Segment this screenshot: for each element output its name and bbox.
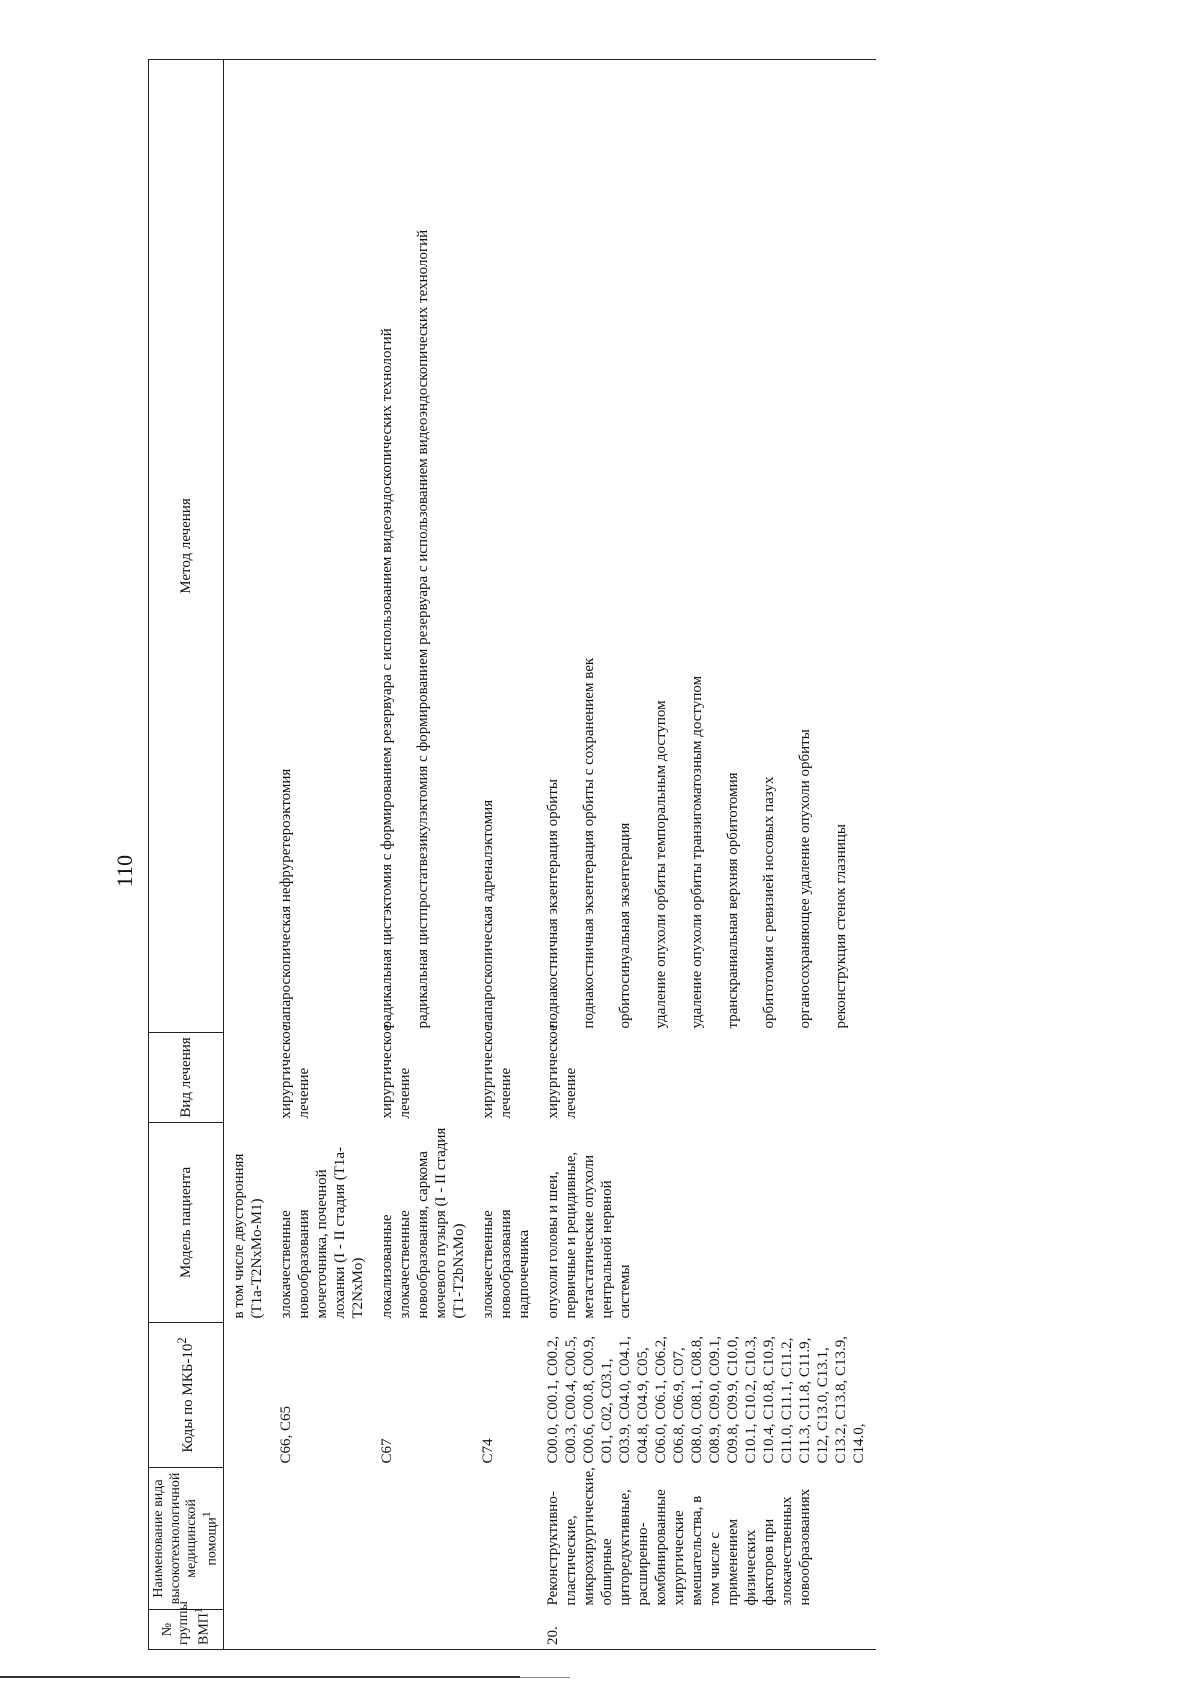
cell-treatment-methods — [476, 60, 541, 1033]
header-icd-codes: Коды по МКБ-$10^2$ — [149, 1323, 224, 1468]
method-item: радикальная цистпростатвезикулэктомия с формированием резервуара с использованием видеоэндоскопических технологий — [415, 229, 431, 1029]
cell-patient-model: опухоли головы и шеи, первичные и рецидивные, метастатические опухоли центральной нервной системы — [545, 1151, 633, 1319]
table-row — [541, 60, 876, 1650]
cell-treatment-methods — [375, 60, 476, 1033]
table-row — [224, 60, 275, 1650]
cell-patient-model: в том числе двусторонняя (T1a-T2NxMo-M1) — [231, 1153, 265, 1319]
cell-vmp-name — [375, 1468, 476, 1610]
cell-patient-model: локализованные злокачественные новообразования, саркома мочевого пузыря (I - II стадия (T1-T2bNxMo) — [379, 1127, 467, 1319]
vmp-table — [148, 59, 876, 1650]
table-row — [476, 60, 541, 1650]
cell-treatment-type: хирургическое лечение — [278, 1024, 312, 1119]
cell-vmp-name — [224, 1468, 275, 1610]
cell-treatment-methods — [274, 60, 375, 1033]
method-item: удаление опухоли орбиты темпоральным доступом — [653, 700, 669, 1029]
cell-vmp-name — [476, 1468, 541, 1610]
method-item: лапароскопическая адреналэктомия — [480, 799, 496, 1029]
cell-icd-codes — [224, 1323, 275, 1468]
cell-treatment-methods — [224, 60, 275, 1033]
cell-treatment-methods — [541, 60, 876, 1033]
cell-patient-model: злокачественные новообразования надпочечника — [480, 1209, 532, 1319]
header-treatment-method: Метод лечения — [149, 60, 224, 1033]
cell-icd-codes: C66, C65 — [278, 1405, 294, 1464]
cell-group-number — [274, 1610, 375, 1650]
header-patient-model: Модель пациента — [149, 1123, 224, 1323]
cell-vmp-name — [274, 1468, 375, 1610]
header-vmp-name: Наименование вида высокотехнологичной медицинской помощи$^1$ — [149, 1468, 224, 1610]
table-body — [224, 60, 877, 1650]
cell-icd-codes: C74 — [480, 1438, 496, 1464]
table-header-row — [149, 60, 224, 1650]
cell-treatment-type — [224, 1033, 275, 1123]
header-group-number: № группы ВМП$^1$ — [149, 1610, 224, 1650]
method-item: удаление опухоли орбиты транзигоматозным доступом — [689, 675, 705, 1029]
method-item: орбитосинуальная экзентерация — [617, 822, 633, 1029]
cell-icd-codes: C67 — [379, 1438, 395, 1464]
method-item: поднакостничная экзентерация орбиты — [545, 779, 561, 1029]
cell-group-number — [375, 1610, 476, 1650]
method-item: лапароскопическая нефруретероэктомия — [278, 768, 294, 1029]
cell-patient-model: злокачественные новообразования мочеточника, почечной лоханки (I - II стадия (T1a-T2NxMo) — [278, 1146, 366, 1319]
cell-group-number — [224, 1610, 275, 1650]
cell-group-number — [476, 1610, 541, 1650]
scan-edge-line — [0, 1676, 520, 1678]
table-row — [274, 60, 375, 1650]
cell-treatment-type: хирургическое лечение — [379, 1024, 413, 1119]
table-row — [375, 60, 476, 1650]
method-item: реконструкция стенок глазницы — [833, 824, 849, 1029]
method-item: поднакостничная экзентерация орбиты с сохранением век — [581, 657, 597, 1029]
scan-edge-line-faint — [520, 1677, 570, 1678]
header-treatment-type: Вид лечения — [149, 1033, 224, 1123]
cell-vmp-name: Реконструктивно-пластические, микрохирургические, обширные циторедуктивные, расширенно-комбинированные хирургические вмешательства, в том числе с применением физических факторов при злокачественных новообразованиях — [545, 1467, 813, 1606]
rotated-table-wrapper — [148, 60, 1053, 1650]
cell-icd-codes: C00.0, C00.1, C00.2, C00.3, C00.4, C00.5, C00.6, C00.8, C00.9, C01, C02, C03.1, C03.9, C04.0, C04.1, C04.8, C04.9, C05, C06.0, C06.1, C06.2, C06.8, C06.9, C07, C08.0, C08.1, C08.8, C08.9, C09.0, C09.1, C09.8, C09.9, C10.0, C10.1, C10.2, C10.3, C10.4, C10.8, C10.9, C11.0, C11.1, C11.2, C11.3, C11.8, C11.9, C12, C13.0, C13.1, C13.2, C13.8, C13.9, C14.0, — [545, 1335, 867, 1464]
cell-group-number: 20. — [541, 1610, 876, 1650]
cell-treatment-type: хирургическое лечение — [545, 1024, 579, 1119]
method-item: транскраниальная верхняя орбитотомия — [725, 772, 741, 1029]
page-number: 110 — [112, 854, 137, 888]
method-item: радикальная цистэктомия с формированием резервуара с использованием видеоэндоскопических технологий — [379, 328, 395, 1029]
method-item: органосохраняющее удаление опухоли орбиты — [797, 729, 813, 1029]
method-item: орбитотомия с ревизией носовых пазух — [761, 776, 777, 1029]
cell-treatment-type: хирургическое лечение — [480, 1024, 514, 1119]
